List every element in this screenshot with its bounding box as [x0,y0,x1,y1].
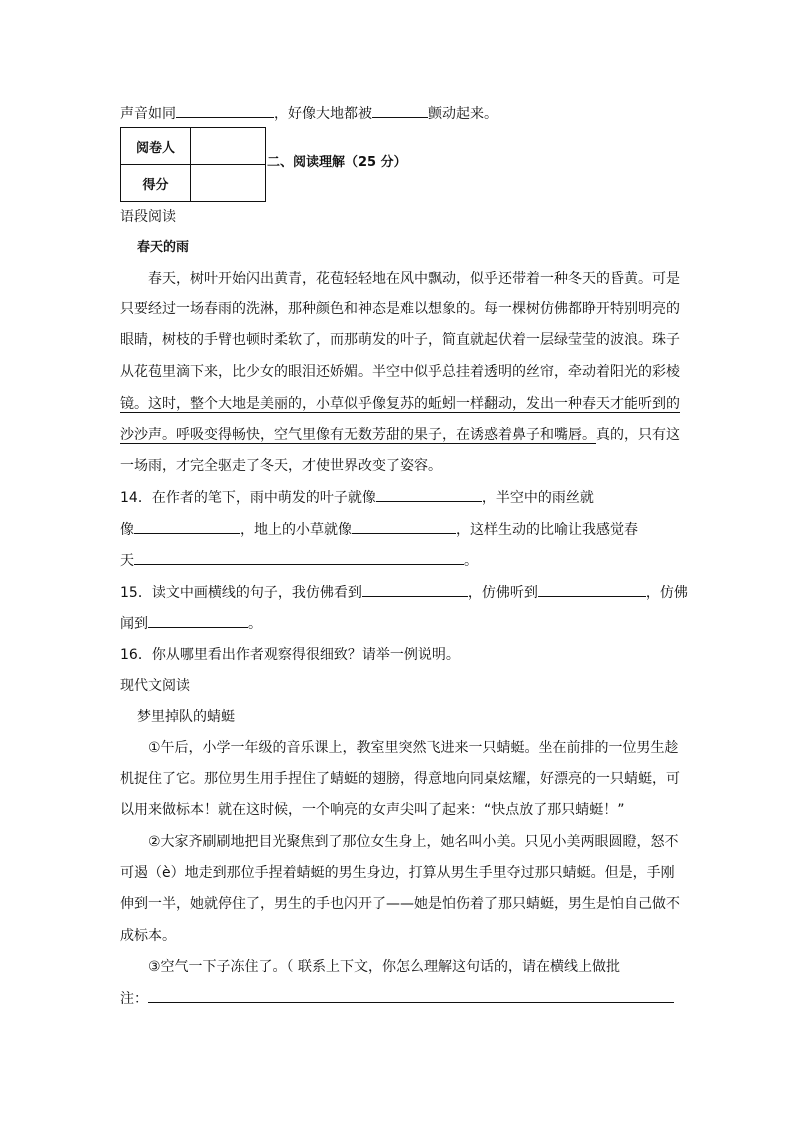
passage-line [120,394,680,414]
annotation-line: 注： [120,988,674,1009]
answer-blank[interactable] [148,613,248,628]
answer-blank[interactable] [176,103,274,118]
question-16: 16．你从哪里看出作者观察得很细致？请举一例说明。 [120,647,460,663]
underlined-sentence: 镜。这时，整个大地是美丽的，小草似乎像复苏的蚯蚓一样翻动，发出一种春天才能听到的 [120,396,680,412]
part1-heading: 语段阅读 [120,209,176,225]
question-15-cont: 闻到 。 [120,613,262,634]
score-cell[interactable] [191,165,266,202]
passage-line: 一场雨，才完全驱走了冬天，才使世界改变了姿容。 [120,458,442,474]
part2-heading: 现代文阅读 [120,678,190,694]
score-label: 得分 [121,165,191,202]
question-14-cont: 天 。 [120,550,478,571]
score-table [120,127,266,202]
part2-title: 梦里掉队的蜻蜓 [137,709,235,725]
q13-line: 声音如同 ，好像大地都被 颤动起来。 [120,103,498,124]
passage-line: 机捉住了它。那位男生用手捏住了蜻蜓的翅膀，得意地向同桌炫耀，好漂亮的一只蜻蜓，可 [120,771,680,787]
answer-blank[interactable] [372,103,428,118]
answer-blank[interactable] [538,582,646,597]
passage-line: 可遏（è）地走到那位手捏着蜻蜓的男生身边，打算从男生手里夺过那只蜻蜓。但是，手刚 [120,865,675,881]
underlined-sentence: 沙沙声。呼吸变得畅快，空气里像有无数芳甜的果子，在诱惑着鼻子和嘴唇。 [120,427,596,443]
passage-line: 只要经过一场春雨的洗淋，那种颜色和神态是难以想象的。每一棵树仿佛都睁开特别明亮的 [120,301,680,317]
passage-line: ①午后，小学一年级的音乐课上，教室里突然飞进来一只蜻蜓。坐在前排的一位男生趁 [148,740,679,756]
answer-blank[interactable] [148,988,674,1003]
part1-title: 春天的雨 [137,240,190,255]
question-14-cont: 像 ，地上的小草就像 ，这样生动的比喻让我感觉春 [120,519,638,540]
reviewer-cell[interactable] [191,128,266,165]
passage-line: 伸到一半，她就停住了，男生的手也闪开了——她是怕伤着了那只蜻蜓，男生是怕自己做不 [120,896,680,912]
answer-blank[interactable] [362,582,468,597]
passage-line: ②大家齐刷刷地把目光聚焦到了那位女生身上，她名叫小美。只见小美两眼圆瞪，怒不 [148,834,679,850]
reviewer-label: 阅卷人 [121,128,191,165]
passage-line: 眼睛，树枝的手臂也顿时柔软了，而那萌发的叶子，简直就起伏着一层绿莹莹的波浪。珠子 [120,332,680,348]
passage-line: 从花苞里滴下来，比少女的眼泪还娇媚。半空中似乎总挂着透明的丝帘，牵动着阳光的彩棱 [120,364,680,380]
question-14: 14．在作者的笔下，雨中萌发的叶子就像 ，半空中的雨丝就 [120,487,594,508]
answer-blank[interactable] [352,519,456,534]
question-15: 15．读文中画横线的句子，我仿佛看到 ，仿佛听到 ，仿佛 [120,582,688,603]
section-title: 二、阅读理解（25 分） [267,155,407,170]
passage-line: 成标本。 [120,928,176,944]
answer-blank[interactable] [134,550,464,565]
passage-line: 春天，树叶开始闪出黄青，花苞轻轻地在风中飘动，似乎还带着一种冬天的昏黄。可是 [148,271,680,287]
passage-line: ③空气一下子冻住了。（ 联系上下文，你怎么理解这句话的，请在横线上做批 [148,959,620,975]
passage-line: 以用来做标本！就在这时候，一个响亮的女声尖叫了起来：“快点放了那只蜻蜓！” [120,802,625,818]
passage-line: 沙沙声。呼吸变得畅快，空气里像有无数芳甜的果子，在诱惑着鼻子和嘴唇。真的，只有这 [120,427,680,443]
answer-blank[interactable] [134,519,240,534]
answer-blank[interactable] [376,487,482,502]
